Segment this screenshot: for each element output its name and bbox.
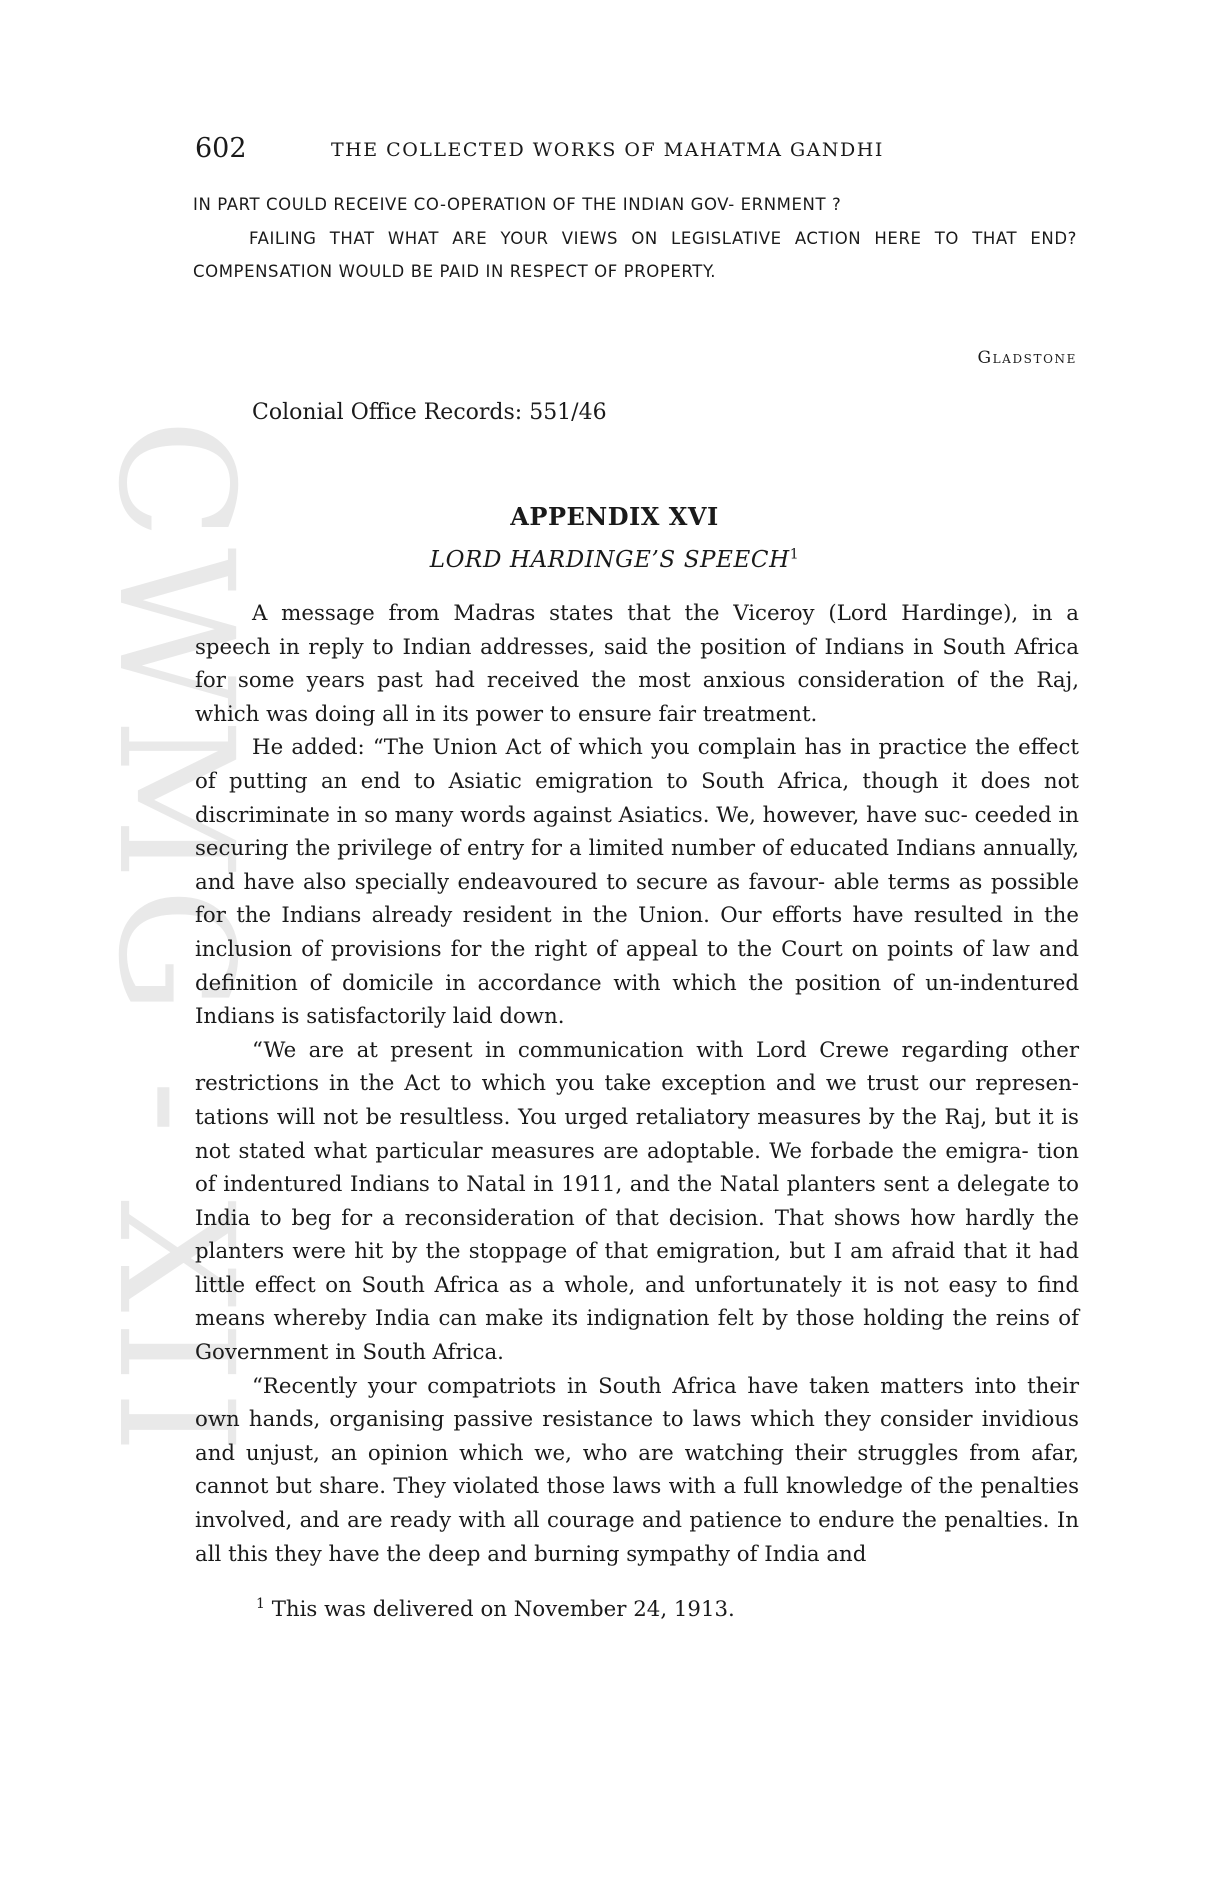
telegram-line-1: IN PART COULD RECEIVE CO-OPERATION OF THE INDIAN GOV- ERNMENT ?: [193, 195, 842, 214]
paragraph: A message from Madras states that the Viceroy (Lord Hardinge), in a speech in reply to Indian addresses, said the position of Indians in South Africa for some years past had received the most anxious consideration of the Raj, which was doing all in its power to ensure fair treatment.: [195, 601, 1079, 727]
watermark-text: CWMG - XII: [83, 418, 267, 1462]
footnote: [256, 1595, 735, 1625]
paragraph: He added: “The Union Act of which you complain has in practice the effect of putting an end to Asiatic emigration to South Africa, though it does not discriminate in so many words against Asiatics. We, however, have suc- ceeded in securing the privilege of entry for a limited number of educated Indians annually, and have also specially endeavoured to secure as favour- able terms as possible for the Indians already resident in the Union. Our efforts have resulted in the inclusion of provisions for the right of appeal to the Court on points of law and definition of domicile in accordance with which the position of un-indentured Indians is satisfactorily laid down.: [195, 735, 1079, 1030]
page-number: 602: [195, 133, 247, 164]
running-header: [195, 132, 1080, 166]
telegram-line-2: FAILING THAT WHAT ARE YOUR VIEWS ON LEGISLATIVE ACTION HERE TO THAT END? COMPENSATION WOULD BE PAID IN RESPECT OF PROPERTY.: [193, 228, 1077, 281]
telegram-text: [193, 188, 1077, 289]
paragraph: “We are at present in communication with Lord Crewe regarding other restrictions in the Act to which you take exception and we trust our represen- tations will not be resultless. You urged retaliatory measures by the Raj, but it is not stated what particular measures are adoptable. We forbade the emigra- tion of indentured Indians to Natal in 1911, and the Natal planters sent a delegate to India to beg for a reconsideration of that decision. That shows how hardly the planters were hit by the stoppage of that emigration, but I am afraid that it had little effect on South Africa as a whole, and unfortunately it is not easy to find means whereby India can make its indignation felt by those holding the reins of Government in South Africa.: [195, 1037, 1079, 1366]
appendix-title: APPENDIX XVI: [510, 502, 719, 531]
appendix-subtitle: [0, 547, 1229, 573]
source-citation: Colonial Office Records: 551/46: [252, 400, 607, 425]
footnote-reference: 1: [789, 546, 800, 563]
paragraph: “Recently your compatriots in South Africa have taken matters into their own hands, organising passive resistance to laws which they consider invidious and unjust, an opinion which we, who are watching their struggles from afar, cannot but share. They violated those laws with a full knowledge of the penalties involved, and are ready with all courage and patience to endure the penalties. In all this they have the deep and burning sympathy of India and: [195, 1373, 1079, 1567]
footnote-marker: 1: [256, 1595, 265, 1612]
body-text: [195, 597, 1079, 1571]
appendix-subtitle-text: LORD HARDINGE’S SPEECH: [429, 547, 790, 573]
footnote-text: This was delivered on November 24, 1913.: [271, 1597, 735, 1622]
telegram-signature: Gladstone: [977, 348, 1077, 368]
running-title: THE COLLECTED WORKS OF MAHATMA GANDHI: [331, 139, 884, 161]
